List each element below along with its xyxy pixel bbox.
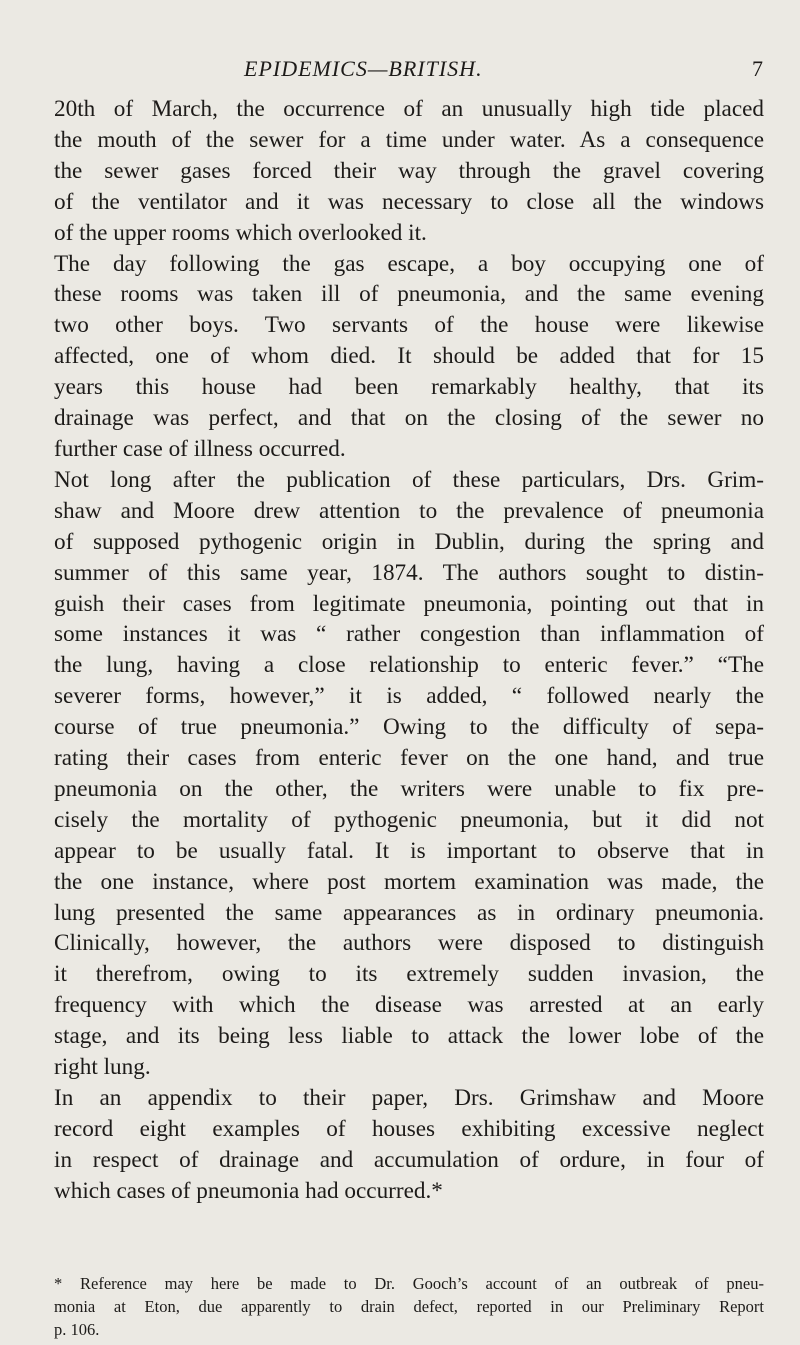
text-line: right lung. [54,1054,151,1081]
text-line: of the ventilator and it was necessary to close all the windows [54,188,764,215]
text-line: rating their cases from enteric fever on the one hand, and true [54,745,764,772]
text-line: stage, and its being less liable to attack the lower lobe of the [54,1023,764,1050]
body-text [54,94,764,1207]
text-line: The day following the gas escape, a boy occupying one of [54,250,764,277]
text-line: two other boys. Two servants of the house were likewise [54,312,764,339]
text-line: affected, one of whom died. It should be added that for 15 [54,343,764,370]
text-line: Clinically, however, the authors were disposed to distinguish [54,930,764,957]
text-line: shaw and Moore drew attention to the prevalence of pneumonia [54,497,764,524]
text-line: the one instance, where post mortem examination was made, the [54,868,764,895]
text-line: drainage was perfect, and that on the closing of the sewer no [54,405,764,432]
running-head: EPIDEMICS—BRITISH. [244,56,483,81]
text-line: some instances it was “ rather congestion than inflammation of [54,621,764,648]
text-line: of supposed pythogenic origin in Dublin, during the spring and [54,528,764,555]
footnote-line: monia at Eton, due apparently to drain defect, reported in our Preliminary Report [54,1297,764,1316]
text-line: in respect of drainage and accumulation of ordure, in four of [54,1146,764,1173]
text-line: it therefrom, owing to its extremely sudden invasion, the [54,961,764,988]
text-line: the sewer gases forced their way through the gravel covering [54,157,764,184]
text-line: these rooms was taken ill of pneumonia, and the same evening [54,281,764,308]
text-line: frequency with which the disease was arrested at an early [54,992,764,1019]
text-line: lung presented the same appearances as in ordinary pneumonia. [54,899,764,926]
text-line: further case of illness occurred. [54,435,346,462]
footnote [54,1272,764,1341]
page-header [0,54,800,84]
text-line: summer of this same year, 1874. The authors sought to distin- [54,559,764,586]
text-line: record eight examples of houses exhibiting excessive neglect [54,1115,764,1142]
footnote-line: * Reference may here be made to Dr. Gooch’s account of an outbreak of pneu- [54,1274,764,1293]
text-line: course of true pneumonia.” Owing to the difficulty of sepa- [54,714,764,741]
text-line: years this house had been remarkably healthy, that its [54,374,764,401]
text-line: appear to be usually fatal. It is important to observe that in [54,837,764,864]
text-line: the lung, having a close relationship to enteric fever.” “The [54,652,764,679]
text-line: In an appendix to their paper, Drs. Grimshaw and Moore [54,1085,764,1111]
text-line: severer forms, however,” it is added, “ followed nearly the [54,683,764,710]
text-line: cisely the mortality of pythogenic pneumonia, but it did not [54,806,764,833]
text-line: guish their cases from legitimate pneumonia, pointing out that in [54,590,764,617]
page-number: 7 [752,56,763,81]
footnote-line: p. 106. [54,1320,100,1339]
text-line: the mouth of the sewer for a time under water. As a consequence [54,126,764,153]
text-line: of the upper rooms which overlooked it. [54,219,427,246]
text-line: which cases of pneumonia had occurred.* [54,1177,443,1204]
text-line: 20th of March, the occurrence of an unusually high tide placed [54,96,764,122]
text-line: Not long after the publication of these particulars, Drs. Grim- [54,466,764,493]
text-line: pneumonia on the other, the writers were unable to fix pre- [54,775,764,802]
